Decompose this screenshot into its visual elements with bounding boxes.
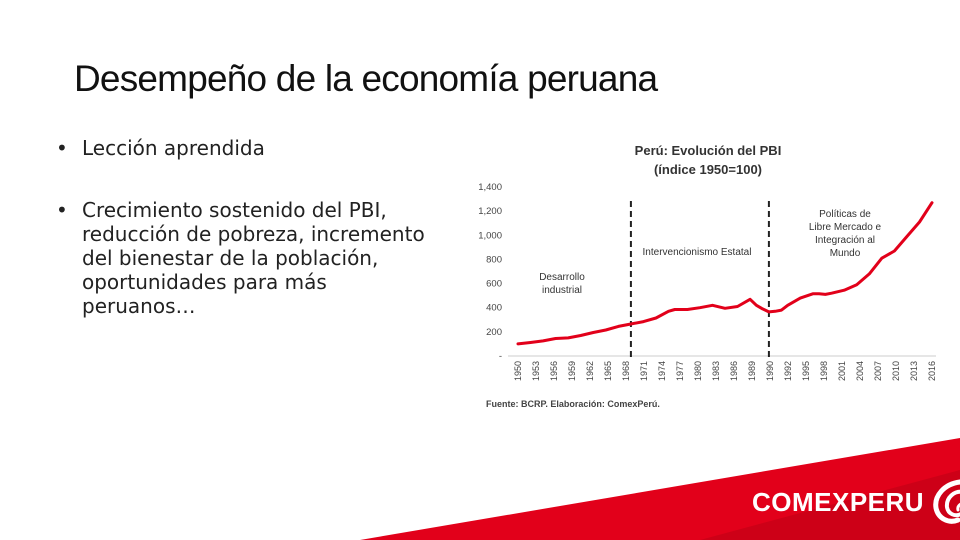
period-label: Políticas de Libre Mercado e Integración al Mundo bbox=[808, 209, 882, 259]
y-tick-label: - bbox=[498, 351, 502, 362]
x-tick-label: 1990 bbox=[765, 361, 775, 382]
bullet-list bbox=[56, 136, 426, 356]
chart-title: Perú: Evolución del PBI bbox=[634, 143, 782, 158]
y-tick-label: 1,000 bbox=[478, 230, 502, 242]
bullet-marker: • bbox=[56, 198, 68, 222]
x-tick-label: 2004 bbox=[855, 361, 865, 382]
y-tick-label: 1,200 bbox=[478, 206, 502, 218]
x-tick-label: 1998 bbox=[819, 361, 829, 382]
x-tick-label: 1983 bbox=[711, 361, 721, 382]
bullet-item bbox=[56, 136, 426, 160]
x-tick-label: 2001 bbox=[837, 361, 847, 382]
bullet-marker: • bbox=[56, 136, 68, 160]
x-tick-label: 2010 bbox=[891, 361, 901, 382]
x-tick-label: 1971 bbox=[639, 361, 649, 382]
period-label: Intervencionismo Estatal bbox=[642, 247, 752, 258]
x-tick-label: 1977 bbox=[675, 361, 685, 382]
x-tick-label: 1953 bbox=[531, 361, 541, 382]
x-tick-label: 1974 bbox=[657, 361, 667, 382]
x-tick-label: 2013 bbox=[909, 361, 919, 382]
x-tick-label: 1956 bbox=[549, 361, 559, 382]
bullet-text: Crecimiento sostenido del PBI, reducción de pobreza, incremento del bienestar de la población, oportunidades para más peruanos… bbox=[82, 198, 425, 318]
gdp-chart bbox=[470, 135, 950, 410]
comexperu-logo bbox=[752, 478, 960, 526]
x-tick-label: 1968 bbox=[621, 361, 631, 382]
y-tick-label: 800 bbox=[486, 254, 502, 266]
x-tick-label: 1959 bbox=[567, 361, 577, 382]
x-tick-label: 1950 bbox=[513, 361, 523, 382]
x-tick-label: 1980 bbox=[693, 361, 703, 382]
y-tick-label: 400 bbox=[486, 302, 502, 314]
y-tick-label: 200 bbox=[486, 326, 502, 338]
swirl-icon bbox=[930, 478, 960, 526]
x-tick-label: 1986 bbox=[729, 361, 739, 382]
x-tick-label: 1962 bbox=[585, 361, 595, 382]
page-title: Desempeño de la economía peruana bbox=[74, 58, 658, 99]
x-tick-label: 1992 bbox=[783, 361, 793, 382]
logo-text: COMEXPERU bbox=[752, 486, 925, 517]
x-tick-label: 2007 bbox=[873, 361, 883, 382]
bullet-item bbox=[56, 198, 426, 318]
x-tick-label: 1995 bbox=[801, 361, 811, 382]
y-tick-label: 1,400 bbox=[478, 182, 502, 193]
chart-subtitle: (índice 1950=100) bbox=[653, 162, 763, 177]
bullet-text: Lección aprendida bbox=[82, 136, 265, 160]
x-tick-label: 1965 bbox=[603, 361, 613, 382]
x-tick-label: 1989 bbox=[747, 361, 757, 382]
period-label: Desarrollo industrial bbox=[539, 272, 585, 296]
x-tick-label: 2016 bbox=[927, 361, 937, 382]
y-tick-label: 600 bbox=[486, 278, 502, 290]
chart-source: Fuente: BCRP. Elaboración: ComexPerú. bbox=[486, 399, 660, 409]
